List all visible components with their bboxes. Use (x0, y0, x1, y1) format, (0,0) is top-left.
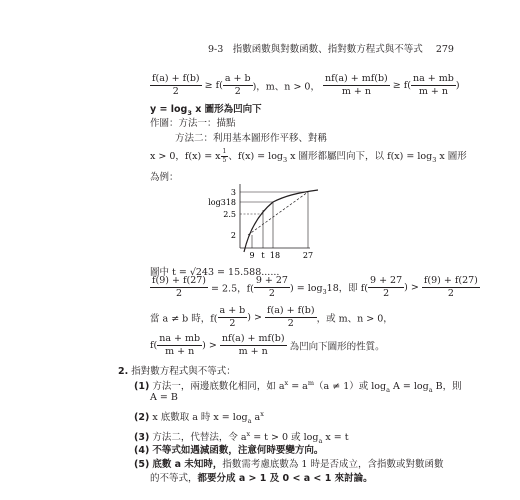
item-5-continued: 的不等式，都要分成 a > 1 及 0 < a < 1 來討論。 (150, 473, 373, 484)
fraction: $\frac{na + mb}{m + n}$ (412, 73, 454, 97)
exponent-fraction: $\frac{1}{5}$ (222, 147, 227, 164)
x-tick-label: 27 (302, 251, 314, 260)
power-log-line: x > 0，f(x) = x $\frac{1}{5}$ 、$f(x) = \log_3 x$ 圖形都屬凹向下，以 $f(x) = \log_3 x$ 圖形 (150, 147, 467, 164)
log-curve (244, 190, 318, 252)
fraction: $\frac{f(a) + f(b)}{2}$ (152, 73, 200, 97)
running-header (208, 41, 454, 55)
weighted-line: f( $\frac{na + mb}{m + n}$ ) > $\frac{nf(a) + mf(b)}{m + n}$ 為凹向下圖形的性質。 (150, 333, 385, 357)
y-tick-label: 2.5 (223, 210, 236, 219)
item-1-continued: A = B (150, 392, 178, 403)
a-neq-b-line: 當 a ≠ b 時，f( $\frac{a + b}{2}$ ) > $\frac{f(a) + f(b)}{2}$ ，或 m、n > 0， (150, 305, 393, 329)
item-2: (2) x 底數取 a 時 $x = \log_a a^x$ (134, 409, 264, 425)
y-tick-label: 2 (230, 231, 236, 240)
fraction: $\frac{f(a) + f(b)}{2}$ (266, 305, 315, 329)
fraction: $\frac{f(9) + f(27)}{2}$ (423, 275, 478, 299)
method-two: 方法二：利用基本圖形作平移、對稱 (175, 133, 328, 144)
fraction: $\frac{nf(a) + mf(b)}{m + n}$ (221, 333, 285, 357)
calculation-line: $\frac{f(9) + f(27)}{2}$ = 2.5，f( $\frac{9 + 27}{2}$ ) = $\log_318$，即 f( $\frac{9 + 27}{2}$ ) > $\frac{f(9) + f(27)}{2}$ (152, 275, 478, 299)
section-2-heading: 2. 指對數方程式與不等式： (118, 366, 236, 377)
fraction: $\frac{a + b}{2}$ (219, 305, 246, 329)
item-5: (5) 底數 a 未知時，指數需考慮底數為 1 時是否成立，含指數或對數函數 (134, 459, 444, 470)
x-tick-label: 9 (249, 251, 255, 260)
method-one: 作圖：方法一：描點 (150, 118, 236, 129)
fraction: $\frac{na + mb}{m + n}$ (159, 333, 201, 357)
fraction: $\frac{f(9) + f(27)}{2}$ (152, 275, 206, 299)
chord-line (248, 192, 308, 235)
fraction: $\frac{nf(a) + mf(b)}{m + n}$ (325, 73, 388, 97)
header-title: 9-3 指數函數與對數函數、指對數方程式與不等式 (208, 44, 423, 55)
item-1: (1) 方法一，兩邊底數化相同，如 $a^x = a^m(a \ne 1)$或 $\log_a A = \log_a B$，則 (134, 378, 462, 394)
concave-title: $y = \log_3 x$ 圖形為凹向下 (150, 104, 262, 117)
t-value-line: 圖中 t = √243 = 15.588...... (150, 267, 280, 278)
x-tick-label: 18 (269, 251, 281, 260)
y-tick-label: log318 (208, 198, 236, 207)
fraction: $\frac{9 + 27}{2}$ (255, 275, 288, 299)
x-tick-label: t (261, 251, 265, 260)
fraction: $\frac{9 + 27}{2}$ (370, 275, 403, 299)
example-label: 為例： (150, 172, 179, 183)
page-number: 279 (435, 44, 454, 55)
y-tick-label: 3 (230, 188, 236, 197)
item-3: (3) 方法二，代替法，令 $a^x = t > 0$ 或 $\log_a x = t$ (134, 429, 349, 445)
item-4: (4) 不等式如遇減函數，注意何時要變方向。 (134, 445, 324, 456)
fraction: $\frac{a + b}{2}$ (224, 73, 251, 97)
concavity-graph (200, 180, 330, 260)
inequality-line: $\frac{f(a) + f(b)}{2}$ ≥ f( $\frac{a + b}{2}$ )，m、n > 0， $\frac{nf(a) + mf(b)}{m + n}$ ≥ f( $\frac{na + mb}{m + n}$ ) (152, 73, 460, 97)
